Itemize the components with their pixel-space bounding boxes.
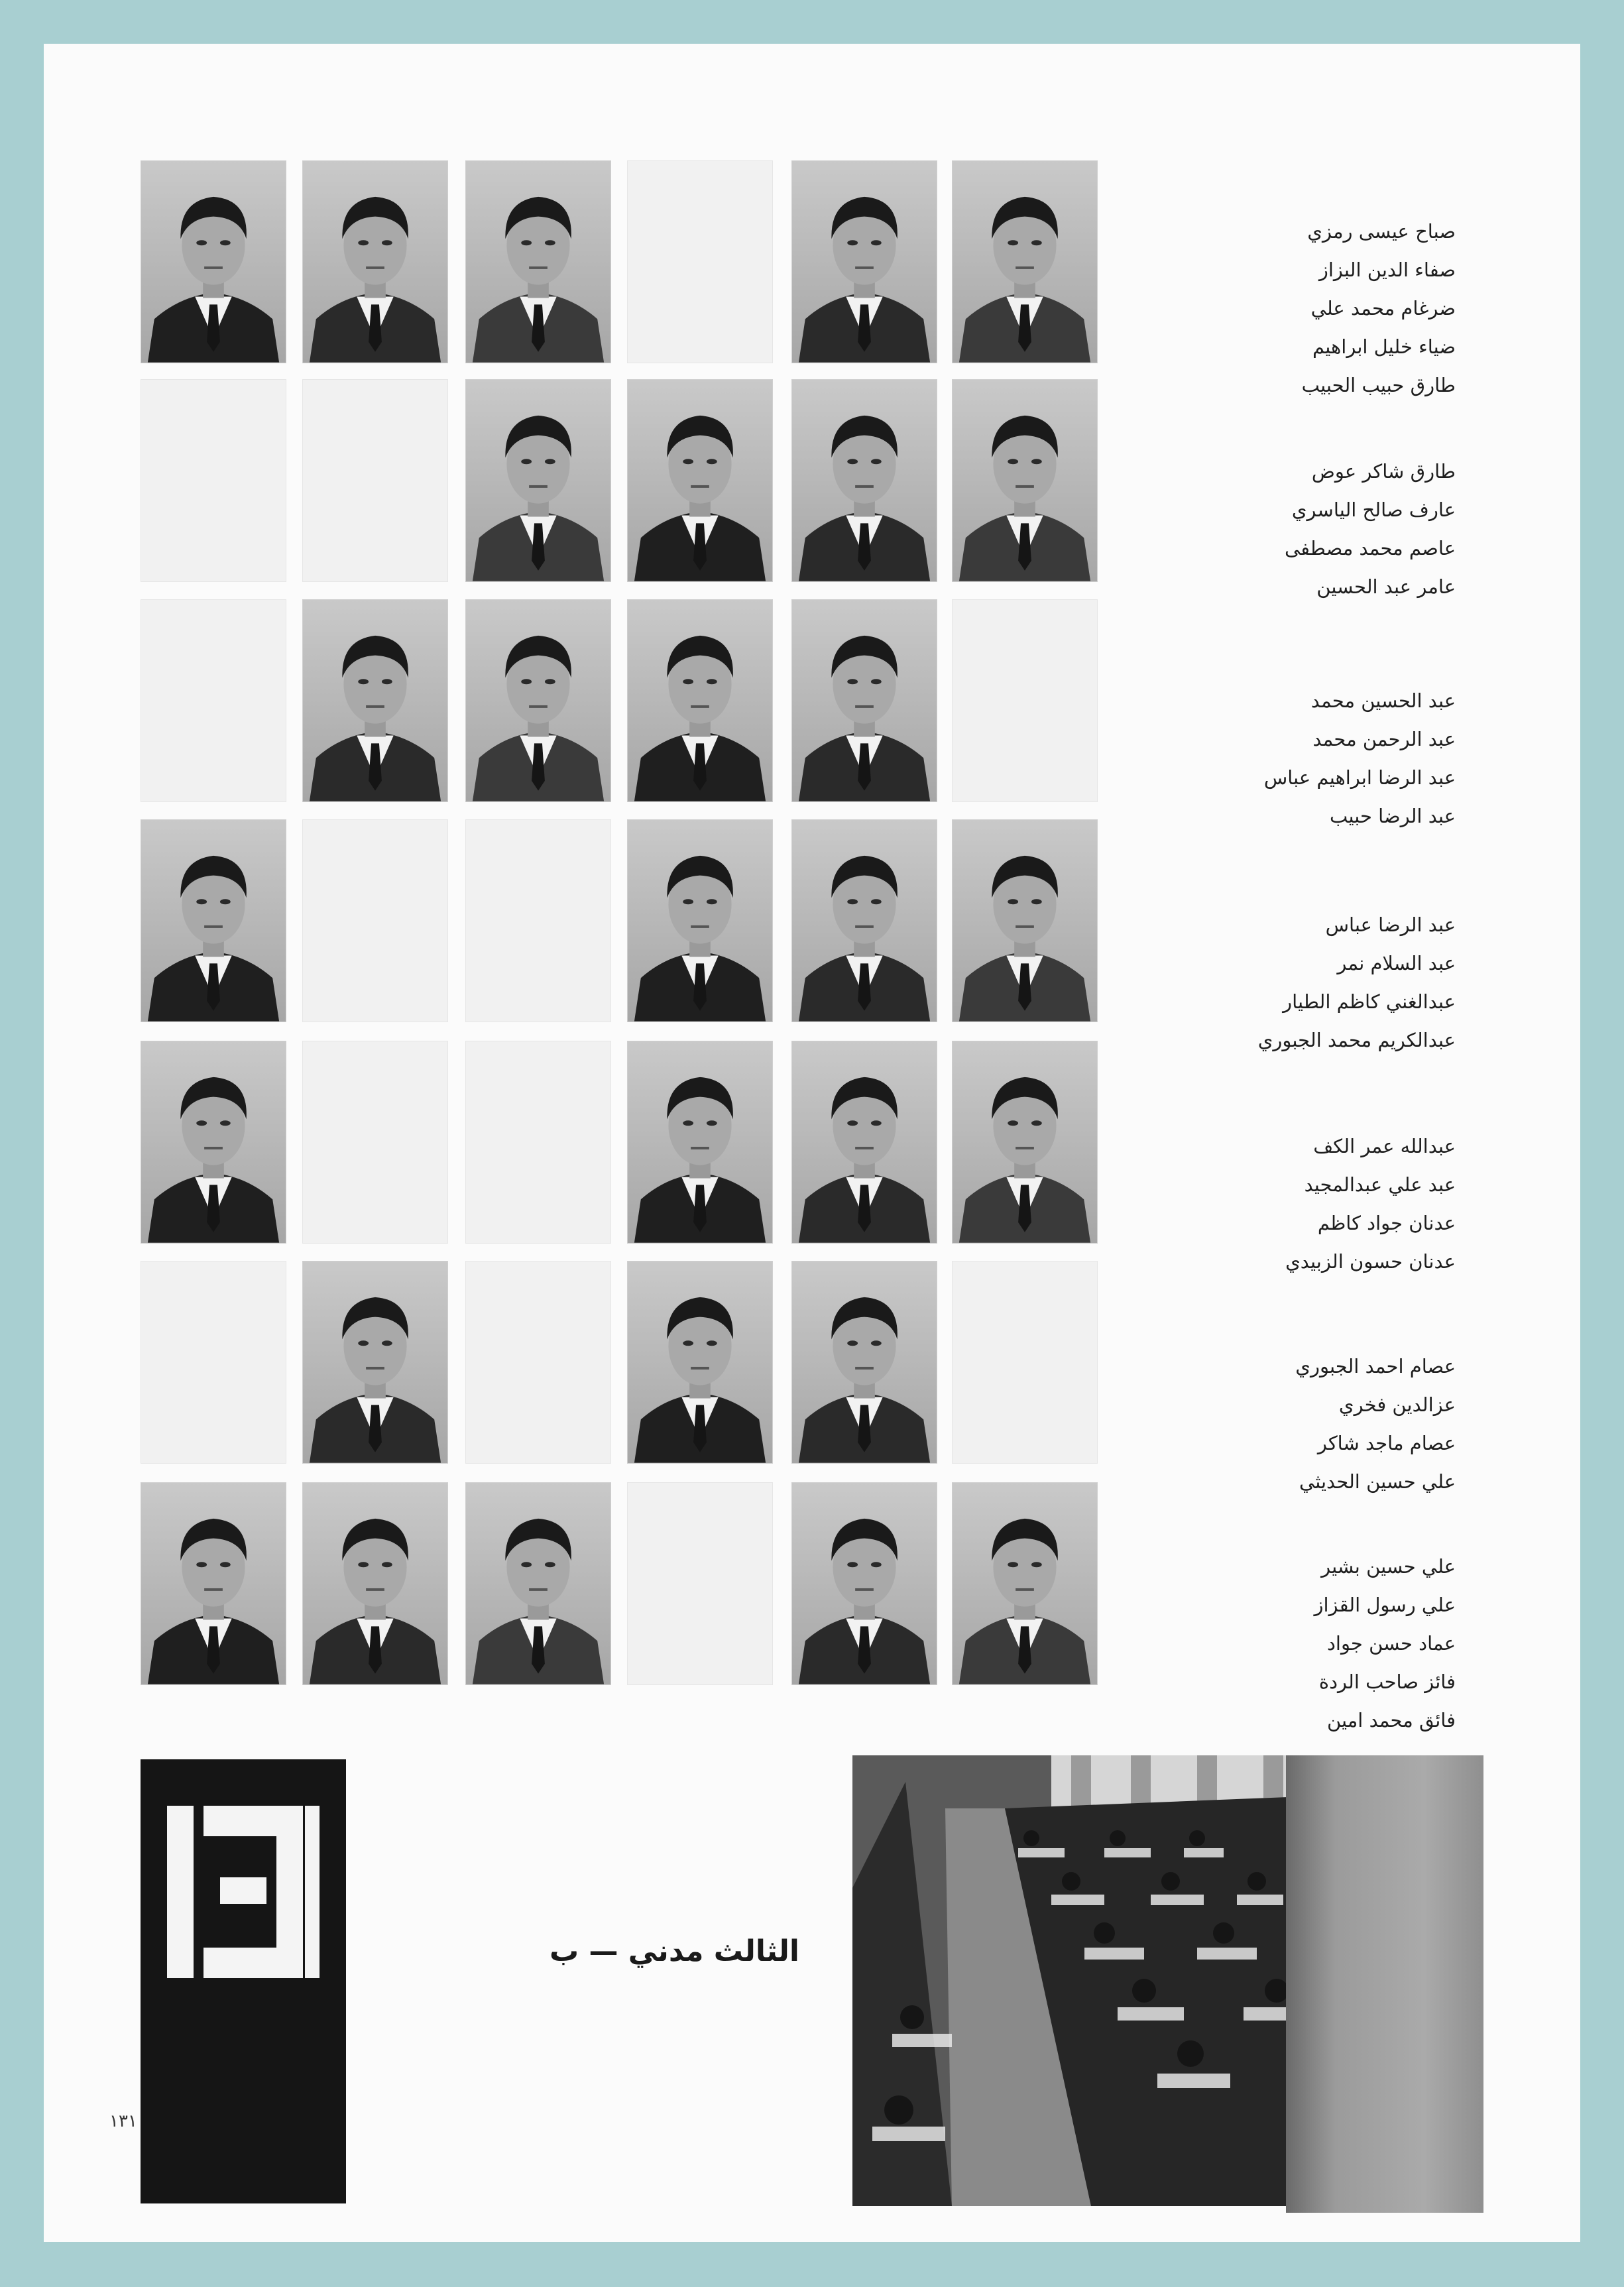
student-name: عارف صالح الياسري — [1291, 498, 1456, 521]
student-name: عبد الرضا عباس — [1325, 913, 1456, 936]
name-list — [1184, 212, 1456, 404]
portrait-icon — [303, 1483, 447, 1684]
student-name: علي حسين الحديثي — [1299, 1470, 1456, 1493]
empty-portrait-slot — [627, 160, 773, 363]
exam-hall-image — [852, 1755, 1336, 2206]
student-name: علي حسين بشير — [1321, 1555, 1456, 1578]
portrait-icon — [792, 1041, 937, 1243]
empty-portrait-slot — [302, 379, 448, 582]
portrait-icon — [792, 161, 937, 363]
student-name: فائز صاحب الردة — [1318, 1671, 1456, 1693]
portrait-icon — [466, 161, 610, 363]
empty-portrait-slot — [465, 1041, 611, 1244]
student-name: عبد الرحمن محمد — [1312, 728, 1456, 750]
student-portrait — [627, 819, 773, 1022]
student-name: عبدالكريم محمد الجبوري — [1257, 1029, 1456, 1051]
name-list — [1184, 1347, 1456, 1501]
student-portrait — [791, 1261, 937, 1464]
student-name: عدنان جواد كاظم — [1317, 1212, 1456, 1234]
portrait-icon — [792, 820, 937, 1022]
portrait-icon — [466, 600, 610, 801]
student-name: ضياء خليل ابراهيم — [1312, 335, 1456, 358]
student-name: عبد السلام نمر — [1337, 952, 1456, 974]
student-portrait — [302, 599, 448, 802]
class-number-sign — [141, 1759, 346, 2203]
yearbook-page — [44, 44, 1580, 2242]
student-name: عزالدين فخري — [1338, 1393, 1456, 1416]
empty-portrait-slot — [141, 599, 286, 802]
empty-portrait-slot — [627, 1482, 773, 1685]
student-portrait — [302, 1482, 448, 1685]
portrait-icon — [628, 1041, 772, 1243]
student-portrait — [465, 599, 611, 802]
name-list — [1184, 1127, 1456, 1281]
student-name: ضرغام محمد علي — [1310, 297, 1456, 320]
portrait-icon — [628, 820, 772, 1022]
student-portrait — [627, 599, 773, 802]
student-portrait — [141, 160, 286, 363]
sign-glyph-icon — [141, 1759, 346, 2203]
student-portrait — [141, 1041, 286, 1244]
student-name: علي رسول القزاز — [1314, 1594, 1456, 1616]
student-portrait — [465, 160, 611, 363]
student-portrait — [627, 1041, 773, 1244]
student-name: طارق شاكر عوض — [1311, 460, 1456, 483]
student-portrait — [141, 819, 286, 1022]
name-list — [1184, 1547, 1456, 1739]
student-portrait — [791, 1482, 937, 1685]
portrait-icon — [628, 600, 772, 801]
portrait-icon — [141, 1041, 286, 1243]
portrait-icon — [792, 1261, 937, 1463]
empty-portrait-slot — [141, 1261, 286, 1464]
student-name: عماد حسن جواد — [1326, 1632, 1456, 1655]
name-list — [1184, 906, 1456, 1059]
student-portrait — [952, 1482, 1098, 1685]
portrait-icon — [792, 1483, 937, 1684]
portrait-icon — [141, 1483, 286, 1684]
student-name: عبد الرضا ابراهيم عباس — [1263, 766, 1456, 789]
empty-portrait-slot — [302, 1041, 448, 1244]
portrait-icon — [792, 380, 937, 581]
student-portrait — [791, 819, 937, 1022]
student-portrait — [791, 1041, 937, 1244]
portrait-icon — [953, 1483, 1097, 1684]
student-name: صفاء الدين البزاز — [1318, 259, 1456, 281]
student-name: عاصم محمد مصطفى — [1284, 537, 1456, 559]
student-portrait — [952, 379, 1098, 582]
portrait-icon — [141, 161, 286, 363]
student-name: عبدالغني كاظم الطيار — [1283, 990, 1456, 1013]
student-portrait — [791, 379, 937, 582]
portrait-icon — [953, 1041, 1097, 1243]
student-portrait — [952, 819, 1098, 1022]
portrait-icon — [303, 161, 447, 363]
student-name: عامر عبد الحسين — [1316, 575, 1456, 598]
portrait-icon — [303, 1261, 447, 1463]
empty-portrait-slot — [302, 819, 448, 1022]
student-portrait — [302, 160, 448, 363]
student-name: طارق حبيب الحبيب — [1301, 374, 1456, 396]
student-name: عصام ماجد شاكر — [1317, 1432, 1456, 1454]
student-portrait — [791, 599, 937, 802]
portrait-icon — [303, 600, 447, 801]
student-portrait — [952, 1041, 1098, 1244]
student-name: عبد علي عبدالمجيد — [1304, 1173, 1456, 1196]
portrait-icon — [792, 600, 937, 801]
portrait-icon — [628, 380, 772, 581]
empty-portrait-slot — [465, 819, 611, 1022]
name-list — [1184, 681, 1456, 835]
student-name: عدنان حسون الزبيدي — [1285, 1250, 1456, 1273]
portrait-icon — [141, 820, 286, 1022]
student-name: فائق محمد امين — [1326, 1709, 1456, 1731]
student-portrait — [465, 1482, 611, 1685]
student-portrait — [627, 1261, 773, 1464]
portrait-icon — [953, 380, 1097, 581]
portrait-icon — [953, 820, 1097, 1022]
portrait-icon — [466, 1483, 610, 1684]
empty-portrait-slot — [465, 1261, 611, 1464]
name-list — [1184, 452, 1456, 606]
student-portrait — [791, 160, 937, 363]
empty-portrait-slot — [141, 379, 286, 582]
student-portrait — [627, 379, 773, 582]
student-name: عبدالله عمر الكف — [1313, 1135, 1456, 1157]
student-name: عبد الرضا حبيب — [1330, 805, 1456, 827]
student-portrait — [952, 160, 1098, 363]
classroom-photo — [852, 1755, 1336, 2206]
empty-portrait-slot — [952, 1261, 1098, 1464]
student-portrait — [465, 379, 611, 582]
student-name: عبد الحسين محمد — [1310, 689, 1456, 712]
student-name: عصام احمد الجبوري — [1295, 1355, 1456, 1378]
portrait-icon — [628, 1261, 772, 1463]
student-name: صباح عيسى رمزي — [1307, 220, 1456, 243]
portrait-icon — [466, 380, 610, 581]
student-portrait — [141, 1482, 286, 1685]
page-number: ١٣١ — [109, 2111, 137, 2131]
student-portrait — [302, 1261, 448, 1464]
empty-portrait-slot — [952, 599, 1098, 802]
class-title: الثالث مدني — ب — [549, 1934, 799, 1968]
doorway — [1286, 1755, 1483, 2213]
portrait-icon — [953, 161, 1097, 363]
